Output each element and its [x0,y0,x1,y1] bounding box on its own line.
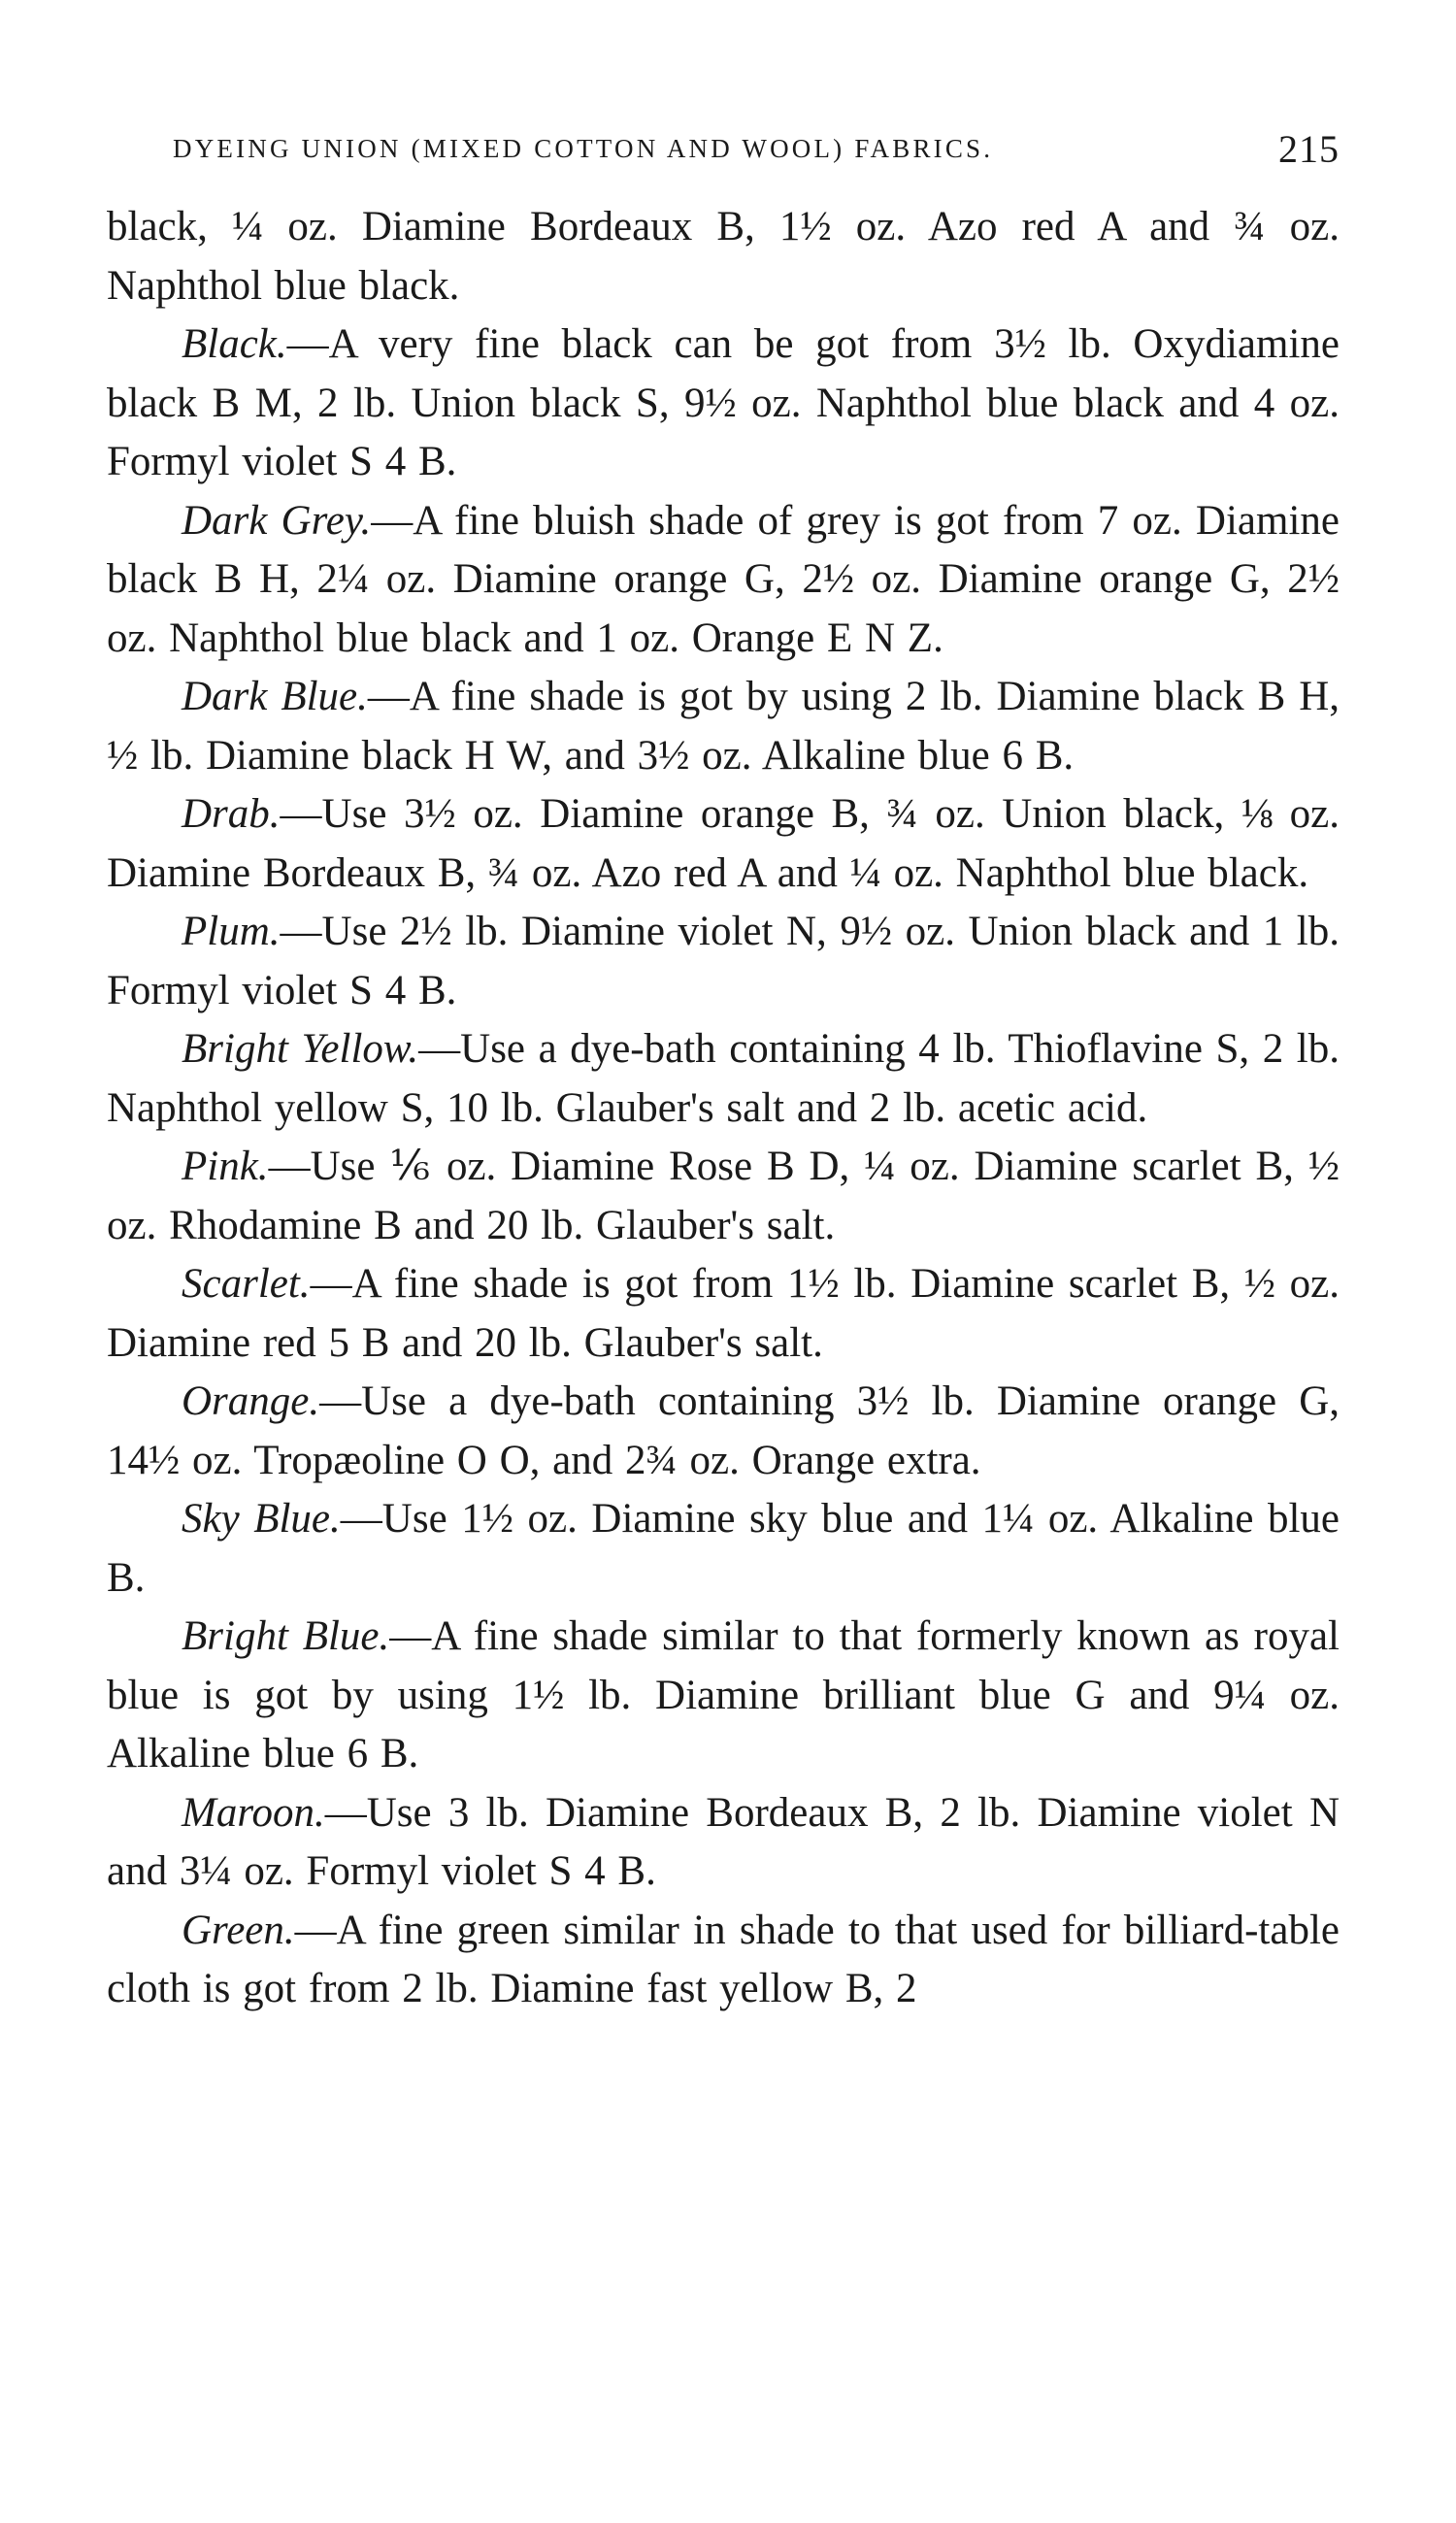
recipe-text: —A very fine black can be got from 3½ lb. Oxydiamine black B M, 2 lb. Union black S, 9½ oz. Naphthol blue black and 4 oz. Formyl violet S 4 B. [107,321,1340,484]
recipe-text: —Use ⅙ oz. Diamine Rose B D, ¼ oz. Diamine scarlet B, ½ oz. Rhodamine B and 20 lb. Glauber's salt. [107,1144,1340,1248]
recipe-dark-blue [107,668,1340,785]
recipe-drab [107,785,1340,903]
recipe-name: Plum. [182,909,281,954]
book-page [107,124,1340,2019]
recipe-name: Bright Yellow. [182,1026,419,1072]
recipe-green [107,1902,1340,2019]
recipe-plum [107,903,1340,1020]
recipe-text: —A fine bluish shade of grey is got from 7 oz. Diamine black B H, 2¼ oz. Diamine orange G, 2½ oz. Diamine orange G, 2½ oz. Naphthol blue black and 1 oz. Orange E N Z. [107,497,1340,661]
recipe-bright-blue [107,1608,1340,1784]
recipe-name: Bright Blue. [182,1613,390,1659]
recipe-orange [107,1373,1340,1490]
recipe-pink [107,1138,1340,1255]
recipe-name: Maroon. [182,1789,325,1836]
recipe-text: —Use a dye-bath containing 3½ lb. Diamine orange G, 14½ oz. Tropæoline O O, and 2¾ oz. Orange extra. [107,1378,1340,1483]
recipe-text: —Use a dye-bath containing 4 lb. Thioflavine S, 2 lb. Naphthol yellow S, 10 lb. Glauber's salt and 2 lb. acetic acid. [107,1026,1340,1131]
recipe-dark-grey [107,492,1340,669]
recipe-text: —A fine shade is got from 1½ lb. Diamine scarlet B, ½ oz. Diamine red 5 B and 20 lb. Glauber's salt. [107,1261,1340,1366]
recipe-text: —Use 1½ oz. Diamine sky blue and 1¼ oz. Alkaline blue B. [107,1496,1340,1601]
recipe-name: Drab. [182,791,281,837]
recipe-text: —Use 2½ lb. Diamine violet N, 9½ oz. Union black and 1 lb. Formyl violet S 4 B. [107,909,1340,1013]
continuation-paragraph: black, ¼ oz. Diamine Bordeaux B, 1½ oz. Azo red A and ¾ oz. Naphthol blue black. [107,204,1340,309]
running-title: DYEING UNION (MIXED COTTON AND WOOL) FABRICS. [173,134,994,163]
recipe-text: —A fine green similar in shade to that used for billiard-table cloth is got from 2 lb. Diamine fast yellow B, 2 [107,1907,1340,2011]
recipe-name: Pink. [182,1144,269,1189]
recipe-black [107,315,1340,492]
running-head [107,124,1340,183]
page-number: 215 [1278,127,1340,171]
recipe-name: Dark Blue. [182,674,368,719]
recipe-maroon [107,1784,1340,1902]
recipe-bright-yellow [107,1020,1340,1138]
recipe-sky-blue [107,1490,1340,1608]
recipe-name: Black. [182,321,287,367]
recipe-text: —A fine shade similar to that formerly known as royal blue is got by using 1½ lb. Diamine brilliant blue G and 9¼ oz. Alkaline blue 6 B. [107,1613,1340,1776]
recipe-name: Green. [182,1907,295,1953]
body-text [107,198,1340,2019]
recipe-scarlet [107,1255,1340,1373]
recipe-text: —A fine shade is got by using 2 lb. Diamine black B H, ½ lb. Diamine black H W, and 3½ oz. Alkaline blue 6 B. [107,674,1340,779]
recipe-name: Scarlet. [182,1261,311,1307]
recipe-text: —Use 3½ oz. Diamine orange B, ¾ oz. Union black, ⅛ oz. Diamine Bordeaux B, ¾ oz. Azo red A and ¼ oz. Naphthol blue black. [107,791,1340,896]
recipe-name: Orange. [182,1378,320,1424]
recipe-name: Sky Blue. [182,1496,341,1542]
recipe-name: Dark Grey. [182,497,372,544]
recipe-text: —Use 3 lb. Diamine Bordeaux B, 2 lb. Diamine violet N and 3¼ oz. Formyl violet S 4 B. [107,1789,1340,1894]
